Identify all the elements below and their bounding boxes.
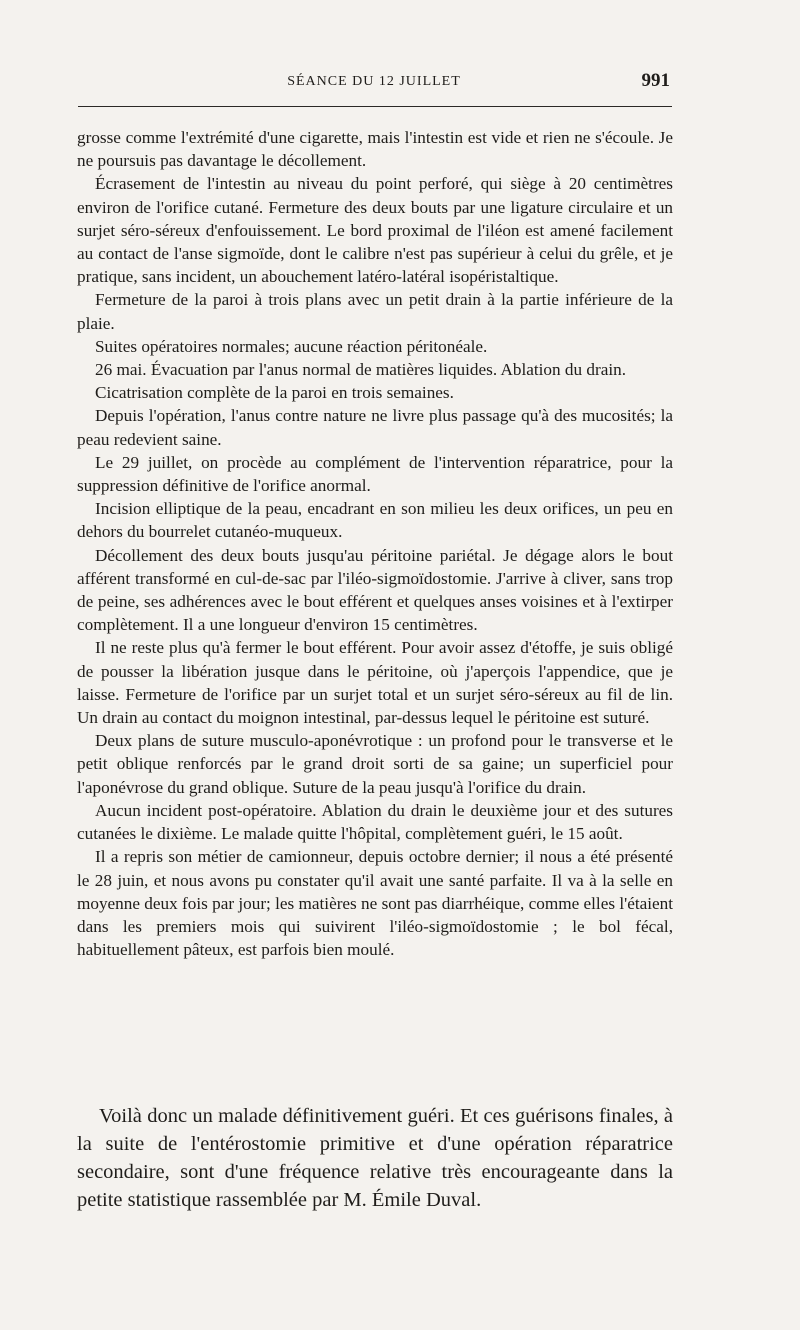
paragraph: Aucun incident post-opératoire. Ablation du drain le deuxième jour et des sutures cutanées le dixième. Le malade quitte l'hôpital, complètement guéri, le 15 août.	[77, 800, 673, 844]
paragraph: Suites opératoires normales; aucune réaction péritonéale.	[95, 336, 488, 356]
conclusion-paragraph: Voilà donc un malade définitivement guéri. Et ces guérisons finales, à la suite de l'entérostomie primitive et d'une opération réparatrice secondaire, sont d'une fréquence relative très encourageante dans la petite statistique rassemblée par M. Émile Duval.	[77, 1105, 673, 1211]
paragraph: Il ne reste plus qu'à fermer le bout efférent. Pour avoir assez d'étoffe, je suis obligé de pousser la libération jusque dans le péritoine, où j'aperçois l'appendice, que je laisse. Fermeture de l'orifice par un surjet total et un surjet séro-séreux au fil de lin. Un drain au contact du moignon intestinal, par-dessus lequel le péritoine est suturé.	[77, 638, 673, 728]
page-header	[78, 72, 670, 96]
paragraph: Depuis l'opération, l'anus contre nature ne livre plus passage qu'à des mucosités; la peau redevient saine.	[77, 406, 673, 449]
case-report-body	[77, 126, 673, 961]
paragraph: 26 mai. Évacuation par l'anus normal de matières liquides. Ablation du drain.	[95, 360, 626, 380]
running-title: SÉANCE DU 12 JUILLET	[287, 74, 461, 89]
paragraph: Fermeture de la paroi à trois plans avec un petit drain à la partie inférieure de la plaie.	[77, 290, 673, 333]
header-rule	[78, 106, 672, 107]
paragraph: Écrasement de l'intestin au niveau du point perforé, qui siège à 20 centimètres environ de l'orifice cutané. Fermeture des deux bouts par une ligature circulaire et un surjet séro-séreux d'enfouissement. Le bord proximal de l'iléon est amené facilement au contact de l'anse sigmoïde, dont le calibre n'est pas supérieur à celui du grêle, et je pratique, sans incident, un abouchement latéro-latéral isopéristaltique.	[77, 174, 673, 287]
page-number: 991	[641, 70, 670, 91]
paragraph: Cicatrisation complète de la paroi en trois semaines.	[95, 383, 454, 403]
paragraph: Il a repris son métier de camionneur, depuis octobre dernier; il nous a été présenté le 28 juin, et nous avons pu constater qu'il avait une santé parfaite. Il va à la selle en moyenne deux fois par jour; les matières ne sont pas diarrhéique, comme elles l'étaient dans les premiers mois qui suivirent l'iléo-sigmoïdostomie ; le bol fécal, habituellement pâteux, est parfois bien moulé.	[77, 847, 673, 960]
paragraph: Le 29 juillet, on procède au complément de l'intervention réparatrice, pour la suppression définitive de l'orifice anormal.	[77, 452, 673, 496]
paragraph: Décollement des deux bouts jusqu'au péritoine pariétal. Je dégage alors le bout afférent transformé en cul-de-sac par l'iléo-sigmoïdostomie. J'arrive à cliver, sans trop de peine, ses adhérences avec le bout efférent et quelques anses voisines et à l'extirper complètement. Il a une longueur d'environ 15 centimètres.	[77, 545, 673, 635]
paragraph: Incision elliptique de la peau, encadrant en son milieu les deux orifices, un peu en dehors du bourrelet cutanéo-muqueux.	[77, 499, 673, 542]
paragraph: grosse comme l'extrémité d'une cigarette, mais l'intestin est vide et rien ne s'écoule. Je ne poursuis pas davantage le décollement.	[77, 128, 673, 171]
paragraph: Deux plans de suture musculo-aponévrotique : un profond pour le transverse et le petit oblique renforcés par le grand droit sorti de sa gaine; un superficiel pour l'aponévrose du grand oblique. Suture de la peau jusqu'à l'orifice du drain.	[77, 731, 673, 797]
